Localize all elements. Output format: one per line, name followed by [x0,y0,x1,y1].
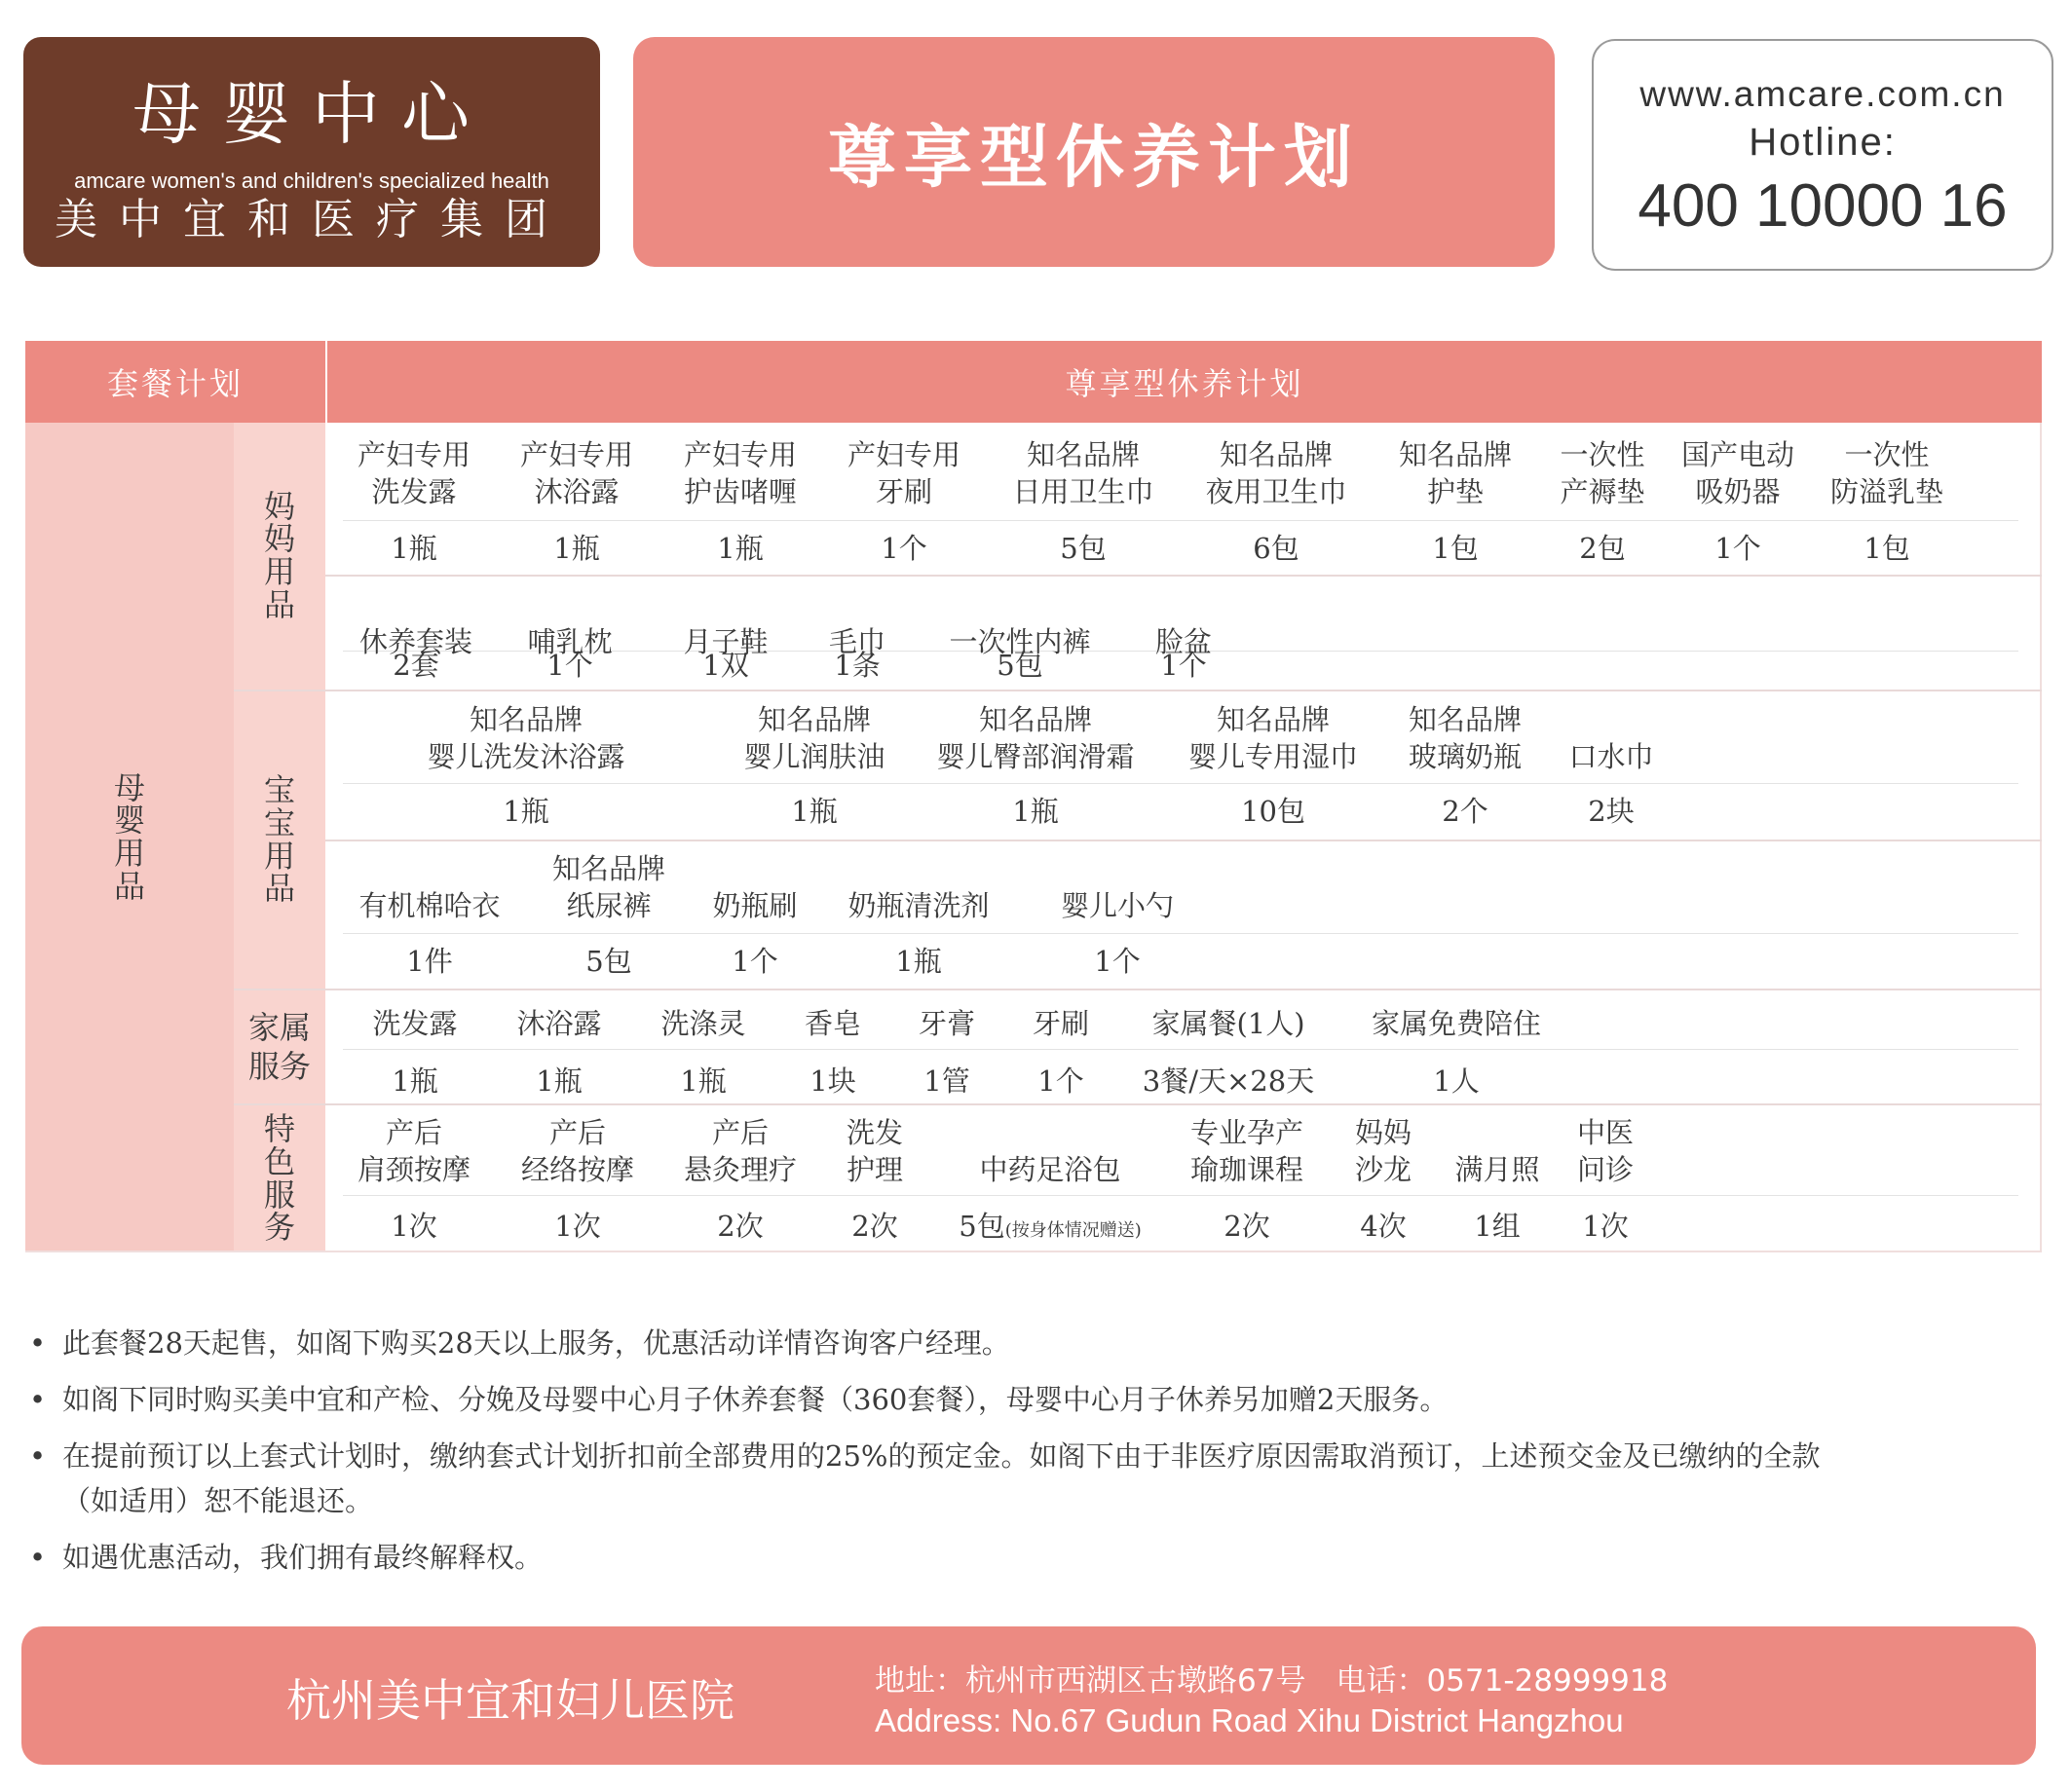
item-quantity-value: 5包 [959,1210,1005,1243]
item-quantity [585,943,631,980]
item-quantity [393,647,438,684]
item-quantity-value: 2块 [1588,795,1635,828]
note-emphasis: 母婴中心月子休养 [1005,1383,1232,1416]
item-name [1372,1005,1541,1042]
item-name-line: 知名品牌 [1408,703,1523,736]
note-text: 月子休养套餐（360套餐）， [656,1383,1006,1416]
item-name-line: 知名品牌 [757,703,872,736]
label-char: 用 [263,553,295,590]
address-en: Address: No.67 Gudun Road Xihu District Hangzhou [875,1702,1624,1738]
item-name-line: 家属餐(1人) [1151,1007,1305,1040]
item-quantity-value: 2次 [717,1210,764,1243]
logo-subtitle: amcare women's and children's specialized health [74,168,549,193]
item-name-line: 产后 [711,1116,770,1149]
item-quantity-value: 2个 [1442,795,1488,828]
label-char: 用 [263,837,295,875]
item-name-line: 护齿啫喱 [683,475,798,508]
item-quantity [997,647,1042,684]
item-name [1568,738,1653,775]
item-name-line: 牙膏 [918,1007,976,1040]
item-name-line: 肩颈按摩 [357,1153,471,1186]
note-continuation: （如适用）恕不能退还。 [62,1484,374,1517]
item-name [358,887,500,924]
item-name [1355,1114,1412,1188]
item-name [936,701,1134,775]
item-name-line: 洗发露 [372,1007,458,1040]
item-quantity [1143,1063,1314,1100]
item-quantity [1579,530,1625,567]
note-item [29,1434,1820,1478]
item-name-line: 口水巾 [1568,740,1654,773]
item-quantity [1864,530,1909,567]
address-cn: 地址：杭州市西湖区古墩路67号 电话：0571-28999918 [875,1663,1669,1699]
item-quantity-value: 1瓶 [791,795,838,828]
item-quantity [791,793,837,830]
item-quantity-value: 1瓶 [391,532,437,565]
item-name-line: 护垫 [1426,475,1485,508]
item-quantity-value: 1瓶 [392,1064,438,1098]
item-quantity [717,530,763,567]
label-char: 宝 [263,803,295,841]
item-quantity [1253,530,1299,567]
item-quantity-value: 2套 [393,649,439,682]
item-quantity [717,1208,763,1245]
item-quantity-value: 1次 [1582,1210,1629,1243]
item-name [743,701,885,775]
note-text: 在提前预订以上套式计划时，缴纳套式计划折扣前全部费用的25%的预定金。如阁下由于非医疗原因需取消预订，上述预交金及已缴纳的全款 [62,1439,1821,1473]
item-name [660,1005,745,1042]
item-quantity-value: 1组 [1474,1210,1521,1243]
label-char: 务 [263,1209,295,1247]
item-name-line: 知名品牌 [978,703,1093,736]
item-name [520,436,633,510]
item-quantity-value: 1瓶 [1012,795,1059,828]
row-divider [325,575,2042,577]
item-name-line: 防溢乳垫 [1829,475,1944,508]
label-char: 特 [263,1110,295,1148]
item-quantity [810,1063,855,1100]
item-name [1399,436,1512,510]
item-quantity-value: 1包 [1432,532,1479,565]
item-quantity [1474,1208,1520,1245]
label-char: 服 [263,1176,295,1213]
item-name [805,1005,861,1042]
item-name-line: 产妇专用 [683,438,798,471]
item-name [847,436,960,510]
item-quantity-value: 1个 [1037,1064,1084,1098]
label-text: 家属 [247,1009,311,1046]
item-quantity-value: 5包 [1060,532,1107,565]
item-name [847,887,989,924]
item-name-line: 瑜珈课程 [1189,1153,1304,1186]
item-name-line: 玻璃奶瓶 [1408,740,1523,773]
item-quantity-value: 1瓶 [680,1064,727,1098]
item-quantity [1588,793,1634,830]
item-name-line: 产后 [385,1116,443,1149]
item-name-line: 一次性 [1560,438,1645,471]
item-name-line: 知名品牌 [551,852,666,885]
item-name [1151,1005,1304,1042]
item-name [1577,1114,1634,1188]
hospital-name: 杭州美中宜和妇儿医院 [286,1674,734,1727]
table-bottom-border [25,1251,2042,1252]
subcategory-label-mama [234,423,325,690]
website-link[interactable]: www.amcare.com.cn [1639,74,2006,114]
item-name-line: 知名品牌 [1216,703,1331,736]
item-quantity-value: 2次 [851,1210,898,1243]
item-name [684,436,797,510]
footer-banner [21,1626,2036,1765]
item-quantity-value: 1瓶 [717,532,764,565]
item-name [684,1114,797,1188]
note-emphasis: 母婴中心 [543,1383,657,1416]
name-qty-divider [343,1195,2018,1196]
item-quantity-value: 1包 [1864,532,1910,565]
section-divider [234,989,2042,990]
item-quantity-value: 1次 [554,1210,601,1243]
subcategory-label-baby [234,691,325,989]
item-quantity [680,1063,726,1100]
item-name-line: 休养套装 [358,625,473,658]
item-quantity [536,1063,582,1100]
item-quantity [1433,1063,1479,1100]
item-name-line: 婴儿润肤油 [743,740,885,773]
item-name [712,887,797,924]
bullet-icon: • [29,1541,47,1574]
item-name [358,436,471,510]
item-quantity [1360,1208,1406,1245]
item-quantity [732,943,777,980]
item-name [1190,1114,1303,1188]
name-qty-divider [343,1049,2018,1050]
item-name-line: 脸盆 [1154,625,1213,658]
bullet-icon: • [29,1383,47,1416]
item-quantity-value: 1个 [1714,532,1761,565]
item-name-line: 毛巾 [828,625,886,658]
item-name [1205,436,1346,510]
item-quantity-value: 1瓶 [503,795,549,828]
row-divider [325,840,2042,841]
item-name-line: 牙刷 [1032,1007,1090,1040]
item-quantity [406,943,452,980]
item-name [1681,436,1794,510]
item-quantity [546,647,592,684]
name-qty-divider [343,933,2018,934]
item-quantity [1442,793,1487,830]
item-name-line: 知名品牌 [1219,438,1334,471]
item-name-line: 洗发露 [371,475,457,508]
label-char: 母 [113,768,145,806]
item-name [1033,1005,1089,1042]
item-quantity [702,647,748,684]
item-name [358,1114,471,1188]
item-quantity-value: 1块 [810,1064,856,1098]
item-quantity-value: 1瓶 [895,945,942,978]
item-name-line: 知名品牌 [1026,438,1141,471]
item-name-line: 沙龙 [1354,1153,1412,1186]
item-quantity [959,1208,1142,1250]
item-name [372,1005,457,1042]
item-quantity [554,1208,600,1245]
item-quantity-value: 1个 [1094,945,1141,978]
item-quantity-value: 1个 [546,649,593,682]
item-quantity [391,1208,436,1245]
plan-title: 尊享型休养计划 [828,117,1360,198]
item-name [1560,436,1644,510]
item-quantity [1060,530,1106,567]
note-item [29,1321,1010,1365]
item-quantity [923,1063,969,1100]
item-name-line: 产褥垫 [1560,475,1645,508]
item-quantity [1241,793,1305,830]
item-name-line: 沐浴露 [534,475,620,508]
name-qty-divider [343,783,2018,784]
item-quantity-value: 2包 [1579,532,1626,565]
bullet-icon: • [29,1326,47,1360]
label-char: 品 [263,585,295,623]
item-quantity-value: 6包 [1253,532,1299,565]
item-name [1188,701,1358,775]
item-name [552,850,665,924]
item-quantity [1012,793,1058,830]
item-name-line: 中药足浴包 [979,1153,1121,1186]
item-name-line: 专业孕产 [1189,1116,1304,1149]
item-name [1012,436,1153,510]
note-item [29,1535,543,1580]
item-quantity-value: 3餐/天×28天 [1142,1064,1315,1098]
item-name-line: 产妇专用 [519,438,634,471]
item-name-line: 产后 [548,1116,607,1149]
item-quantity-note: (按身体情况赠送) [1004,1220,1142,1241]
item-name-line: 一次性内裤 [949,625,1091,658]
table-header-plan: 套餐计划 [25,341,325,423]
item-name-line: 国产电动 [1680,438,1795,471]
item-quantity-value: 1件 [406,945,453,978]
hotline-label: Hotline: [1749,121,1897,164]
subcategory-label-special [234,1105,325,1252]
item-quantity [1224,1208,1269,1245]
item-name [521,1114,634,1188]
item-name [427,701,624,775]
item-quantity-value: 1个 [881,532,927,565]
item-quantity-value: 5包 [585,945,632,978]
item-quantity [503,793,548,830]
item-name-line: 哺乳枕 [527,625,613,658]
item-name-line: 经络按摩 [520,1153,635,1186]
item-quantity-value: 5包 [997,649,1043,682]
item-quantity [1432,530,1478,567]
item-name-line: 牙刷 [875,475,933,508]
item-quantity-value: 1个 [732,945,778,978]
item-name-line: 婴儿专用湿巾 [1187,740,1359,773]
item-name-line: 沐浴露 [516,1007,602,1040]
item-quantity-value: 1瓶 [536,1064,583,1098]
item-name-line: 知名品牌 [469,703,584,736]
item-name-line: 产妇专用 [357,438,471,471]
item-quantity [881,530,926,567]
plan-title-banner [633,37,1555,267]
item-name-line: 知名品牌 [1398,438,1513,471]
item-quantity-value: 1次 [391,1210,437,1243]
table-header-package: 尊享型休养计划 [327,341,2042,423]
label-char: 色 [263,1142,295,1180]
item-name-line: 一次性 [1844,438,1930,471]
item-quantity-value: 1管 [923,1064,970,1098]
item-quantity [1094,943,1140,980]
item-name [1830,436,1943,510]
label-char: 品 [113,867,145,905]
item-name-line: 婴儿臀部润滑霜 [936,740,1135,773]
label-text: 服务 [247,1048,311,1085]
label-char: 妈 [263,487,295,525]
logo-title: 母婴中心 [132,74,491,154]
item-quantity [834,647,880,684]
item-quantity [1160,647,1206,684]
bullet-icon: • [29,1439,47,1473]
item-quantity [895,943,941,980]
name-qty-divider [343,520,2018,521]
item-quantity [1714,530,1760,567]
note-item [29,1377,1448,1422]
item-name-line: 家属免费陪住 [1371,1007,1542,1040]
item-name-line: 婴儿小勺 [1060,889,1175,922]
item-name [1454,1151,1539,1188]
label-char: 用 [113,835,145,872]
item-name [919,1005,975,1042]
item-name-line: 日用卫生巾 [1012,475,1154,508]
note-text: 另加赠2天服务。 [1231,1383,1449,1416]
item-name-line: 问诊 [1576,1153,1635,1186]
item-name-line: 纸尿裤 [566,889,652,922]
label-char: 宝 [263,771,295,809]
hotline-number: 400 10000 16 [1638,172,2008,240]
item-name [979,1151,1120,1188]
item-quantity-value: 1人 [1433,1064,1480,1098]
item-name-line: 月子鞋 [683,625,769,658]
item-quantity-value: 1双 [702,649,749,682]
item-name-line: 奶瓶刷 [712,889,798,922]
item-name [516,1005,601,1042]
item-name [1061,887,1174,924]
item-quantity [392,1063,437,1100]
brand-logo [23,37,600,267]
item-name-line: 悬灸理疗 [683,1153,798,1186]
item-quantity [553,530,599,567]
item-name-line: 夜用卫生巾 [1205,475,1347,508]
item-quantity [851,1208,897,1245]
item-name-line: 香皂 [804,1007,862,1040]
table-right-border [2040,423,2042,1252]
note-text: 如阁下同时购买美中宜和产检、分娩及 [62,1383,544,1416]
item-quantity-value: 1条 [834,649,881,682]
category-label-mother-baby [25,423,234,1252]
logo-group-name: 美中宜和医疗集团 [55,195,569,244]
item-quantity-value: 10包 [1241,795,1305,828]
item-name-line: 有机棉哈衣 [358,889,501,922]
item-quantity [391,530,436,567]
item-name-line: 满月照 [1454,1153,1540,1186]
item-name-line: 洗发 [846,1116,904,1149]
subcategory-label-family [234,990,325,1103]
item-name [847,1114,903,1188]
contact-box [1592,39,2053,271]
item-quantity [1582,1208,1628,1245]
item-name-line: 护理 [846,1153,904,1186]
item-quantity-value: 2次 [1224,1210,1270,1243]
item-name-line: 中医 [1576,1116,1635,1149]
label-char: 妈 [263,520,295,558]
item-name-line: 吸奶器 [1695,475,1781,508]
item-name-line: 洗涤灵 [660,1007,746,1040]
note-text: 如遇优惠活动，我们拥有最终解释权。 [62,1541,544,1574]
section-divider [234,1103,2042,1105]
item-name-line: 产妇专用 [847,438,961,471]
item-quantity-value: 1瓶 [553,532,600,565]
item-quantity-value: 4次 [1360,1210,1407,1243]
item-name-line: 妈妈 [1354,1116,1412,1149]
label-char: 品 [263,870,295,908]
item-quantity-value: 1个 [1160,649,1207,682]
item-name-line: 婴儿洗发沐浴露 [427,740,625,773]
item-name [1409,701,1522,775]
label-char: 婴 [113,802,145,840]
item-name-line: 奶瓶清洗剂 [847,889,990,922]
note-text: 此套餐28天起售，如阁下购买28天以上服务，优惠活动详情咨询客户经理。 [62,1326,1010,1360]
section-divider [234,690,2042,691]
item-quantity [1037,1063,1083,1100]
